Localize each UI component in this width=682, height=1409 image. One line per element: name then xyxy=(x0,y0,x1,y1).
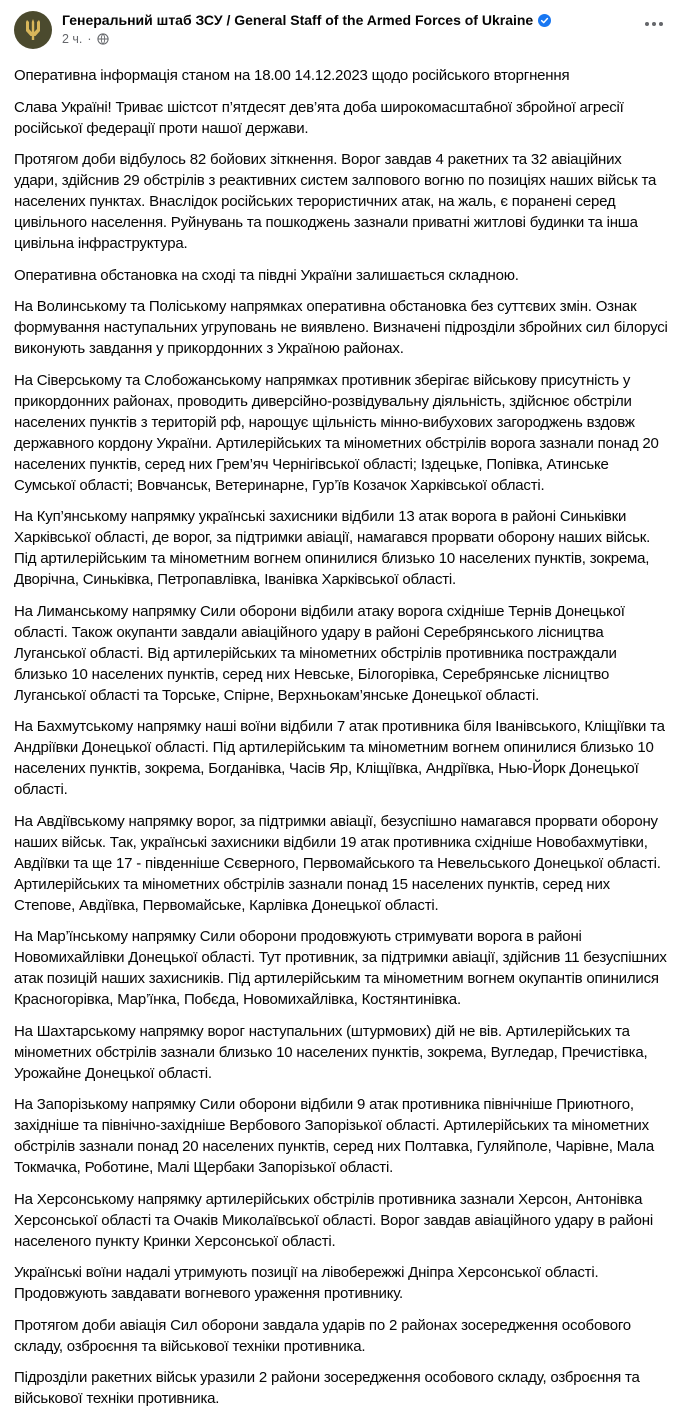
post-sub-row xyxy=(62,30,551,48)
post-paragraph: На Бахмутському напрямку наші воїни відбили 7 атак противника біля Іванівського, Кліщіївки та Андріївки Донецької області. Під артилерійським та мінометним вогнем опинилися близько 10 населених пунктів, зокрема, Богданівка, Часів Яр, Кліщіївка, Андріївка, Нью-Йорк Донецької області. xyxy=(14,718,665,798)
post-body xyxy=(0,56,682,1409)
page-avatar[interactable] xyxy=(14,11,52,49)
post-paragraph: Протягом доби відбулось 82 бойових зіткнення. Ворог завдав 4 ракетних та 32 авіаційних удари, здійснив 29 обстрілів з реактивних систем залпового вогню по позиціях наших військ та населених пунктах. Внаслідок російських терористичних атак, на жаль, є поранені серед цивільного населення. Руйнувань та пошкоджень зазнали приватні житлові будинки та інша цивільна інфраструктура. xyxy=(14,151,657,252)
more-options-button[interactable] xyxy=(640,10,668,38)
post-header xyxy=(0,10,682,56)
separator-dot: · xyxy=(87,32,92,46)
verified-badge-icon xyxy=(538,14,551,27)
page-name-link[interactable]: Генеральний штаб ЗСУ / General Staff of the Armed Forces of Ukraine xyxy=(62,12,534,28)
post-paragraph: На Запорізькому напрямку Сили оборони відбили 9 атак противника північніше Приютного, західніше та північно-західніше Вербового Запорізької області. Артилерійських та мінометних обстрілів зазнали понад 20 населених пунктів, серед них Полтавка, Гуляйполе, Чарівне, Мала Токмачка, Роботине, Малі Щербаки Запорізької області. xyxy=(14,1096,655,1176)
globe-icon[interactable] xyxy=(97,33,109,45)
post-paragraph: Протягом доби авіація Сил оборони завдала ударів по 2 районах зосередження особового складу, озброєння та військової техніки противника. xyxy=(14,1316,631,1355)
post-paragraph: Оперативна інформація станом на 18.00 14.12.2023 щодо російського вторгнення xyxy=(14,67,570,84)
post-paragraph: Українські воїни надалі утримують позиції на лівобережжі Дніпра Херсонської області. Продовжують завдавати вогневого ураження противнику. xyxy=(14,1264,599,1302)
post-paragraph: На Херсонському напрямку артилерійських обстрілів противника зазнали Херсон, Антонівка Херсонської області та Очаків Миколаївської області. Ворог завдав авіаційного удару в районі населеного пункту Кринки Херсонської області. xyxy=(14,1190,653,1250)
trident-emblem-icon xyxy=(23,18,43,42)
post-paragraph: Підрозділи ракетних військ уразили 2 райони зосередження особового складу, озброєння та військової техніки противника. xyxy=(14,1369,640,1407)
post-paragraph: На Лиманському напрямку Сили оборони відбили атаку ворога східніше Тернів Донецької області. Також окупанти завдали авіаційного удару в районі Серебрянського лісництва Луганської області. Від артилерійських та мінометних обстрілів противника постраждали близько 10 населених пунктів, серед них Невське, Білогорівка, Серебрянське лісництво Луганської області та Торське, Спірне, Верхньокам’янське Донецької області. xyxy=(14,602,625,704)
post-paragraph: На Шахтарському напрямку ворог наступальних (штурмових) дій не вів. Артилерійських та мінометних обстрілів зазнали близько 10 населених пунктів, зокрема, Вугледар, Пречистівка, Урожайне Донецької області. xyxy=(14,1022,648,1082)
more-options-icon xyxy=(644,21,664,27)
post-paragraph: На Мар’їнському напрямку Сили оборони продовжують стримувати ворога в районі Новомихайлівки Донецької області. Тут противник, за підтримки авіації, здійснив 11 безуспішних атак позицій наших захисників. Під артилерійським та мінометним вогнем окупантів опинилися Красногорівка, Мар’їнка, Побєда, Новомихайлівка, Костянтинівка. xyxy=(14,928,667,1008)
post-timestamp[interactable]: 2 ч. xyxy=(62,32,83,46)
post-paragraph: На Куп’янському напрямку українські захисники відбили 13 атак ворога в районі Синьківки Харківської області, де ворог, за підтримки авіації, намагався прорвати оборону наших військ. Під артилерійським та мінометним вогнем опинилися близько 10 населених пунктів, зокрема, Дворічна, Синьківка, Петропавлівка, Іванівка Харківської області. xyxy=(14,508,651,588)
post-paragraph: Слава Україні! Триває шістсот п’ятдесят дев’ята доба широкомасштабної збройної агресії російської федерації проти нашої держави. xyxy=(14,98,624,137)
post-meta xyxy=(62,10,551,48)
name-row xyxy=(62,10,551,30)
post-paragraph: На Авдіївському напрямку ворог, за підтримки авіації, безуспішно намагався прорвати оборону наших військ. Так, українські захисники відбили 19 атак противника східніше Новобахмутівки, Авдіївки та ще 17 - південніше Сєверного, Первомайського та Невельського Донецької області. Артилерійських та мінометних обстрілів зазнали понад 15 населених пунктів, серед них Степове, Авдіївка, Первомайське, Карлівка Донецької області. xyxy=(14,812,661,914)
post-paragraph: Оперативна обстановка на сході та півдні України залишається складною. xyxy=(14,266,519,284)
post-paragraph: На Сіверському та Слобожанському напрямках противник зберігає військову присутність у прикордонних районах, проводить диверсійно-розвідувальну діяльність, здійснює обстріли населених пунктів з територій рф, нарощує щільність мінно-вибухових загороджень вздовж державного кордону України. Артилерійських та мінометних обстрілів ворога зазнали понад 20 населених пунктів, серед них Грем’яч Чернігівської області; Іздецьке, Попівка, Атинське Сумської області; Вовчанськ, Ветеринарне, Гур’їв Козачок Харківської області. xyxy=(14,371,659,494)
post-paragraph: На Волинському та Поліському напрямках оперативна обстановка без суттєвих змін. Ознак формування наступальних угруповань не виявлено. Визначені підрозділи збройних сил білорусі виконують завдання у прикордонних з Україною районах. xyxy=(14,298,668,357)
